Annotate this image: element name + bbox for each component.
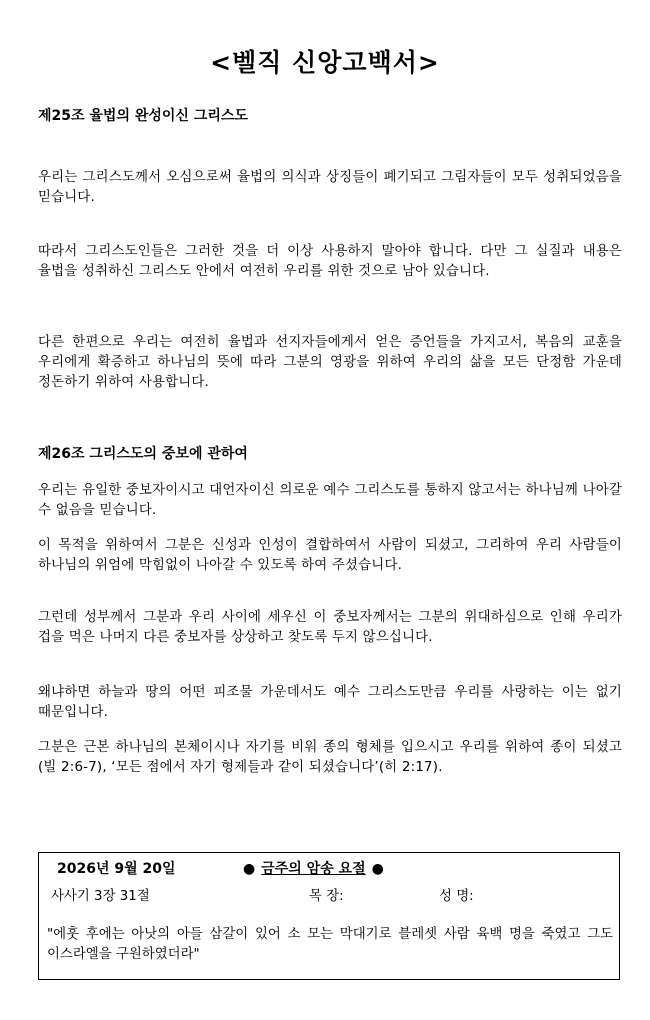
article-26-paragraph-2: 이 목적을 위하여서 그분은 신성과 인성이 결합하여서 사람이 되셨고, 그리하여 우리 사람들이 하나님의 위엄에 막힘없이 나아갈 수 있도록 하여 주셨습니다. (38, 538, 622, 573)
memory-verse-label: 금주의 암송 요절 (261, 861, 366, 877)
article-26-paragraph-4: 왜냐하면 하늘과 땅의 어떤 피조물 가운데서도 예수 그리스도만큼 우리를 사랑하는 이는 없기 때문입니다. (38, 685, 622, 720)
verse-reference: 사사기 3장 31절 (51, 889, 150, 904)
article-26-heading: 제26조 그리스도의 중보에 관하여 (38, 446, 248, 462)
bullet-icon: ● (371, 861, 384, 877)
memory-date: 2026년 9월 20일 (57, 861, 176, 877)
article-25-paragraph-3: 다른 한편으로 우리는 여전히 율법과 선지자들에게서 얻은 증언들을 가지고서, 복음의 교훈을 우리에게 확증하고 하나님의 뜻에 따라 그분의 영광을 위하여 우리의 삶을 모든 단정함 가운데 정돈하기 위하여 사용합니다. (38, 335, 622, 390)
article-26-paragraph-5: 그분은 근본 하나님의 본체이시나 자기를 비워 종의 형체를 입으시고 우리를 위하여 종이 되셨고(빌 2:6-7), ‘모든 점에서 자기 형제들과 같이 되셨습니다’(히 2:17). (38, 740, 622, 775)
article-26-paragraph-1: 우리는 유일한 중보자이시고 대언자이신 의로운 예수 그리스도를 통하지 않고서는 하나님께 나아갈 수 없음을 믿습니다. (38, 483, 622, 518)
memory-verse-title (243, 859, 384, 879)
page-title: <벨직 신앙고백서> (210, 48, 440, 77)
memory-verse-box (38, 852, 620, 980)
memory-verse-text: "에훗 후에는 아낫의 아들 삼갈이 있어 소 모는 막대기로 블레셋 사람 육백 명을 죽였고 그도 이스라엘을 구원하였더라" (47, 927, 613, 962)
name-label: 성 명: (439, 889, 474, 904)
article-25-paragraph-1: 우리는 그리스도께서 오심으로써 율법의 의식과 상징들이 폐기되고 그림자들이 모두 성취되었음을 믿습니다. (38, 170, 622, 205)
bullet-icon: ● (243, 861, 256, 877)
article-26-paragraph-3: 그런데 성부께서 그분과 우리 사이에 세우신 이 중보자께서는 그분의 위대하심으로 인해 우리가 겁을 먹은 나머지 다른 중보자를 상상하고 찾도록 두지 않으십니다. (38, 610, 622, 645)
article-25-paragraph-2: 따라서 그리스도인들은 그러한 것을 더 이상 사용하지 말아야 합니다. 다만 그 실질과 내용은 율법을 성취하신 그리스도 안에서 여전히 우리를 위한 것으로 남아 있습니다. (38, 244, 622, 279)
cell-group-label: 목 장: (309, 889, 344, 904)
article-25-heading: 제25조 율법의 완성이신 그리스도 (38, 108, 248, 124)
